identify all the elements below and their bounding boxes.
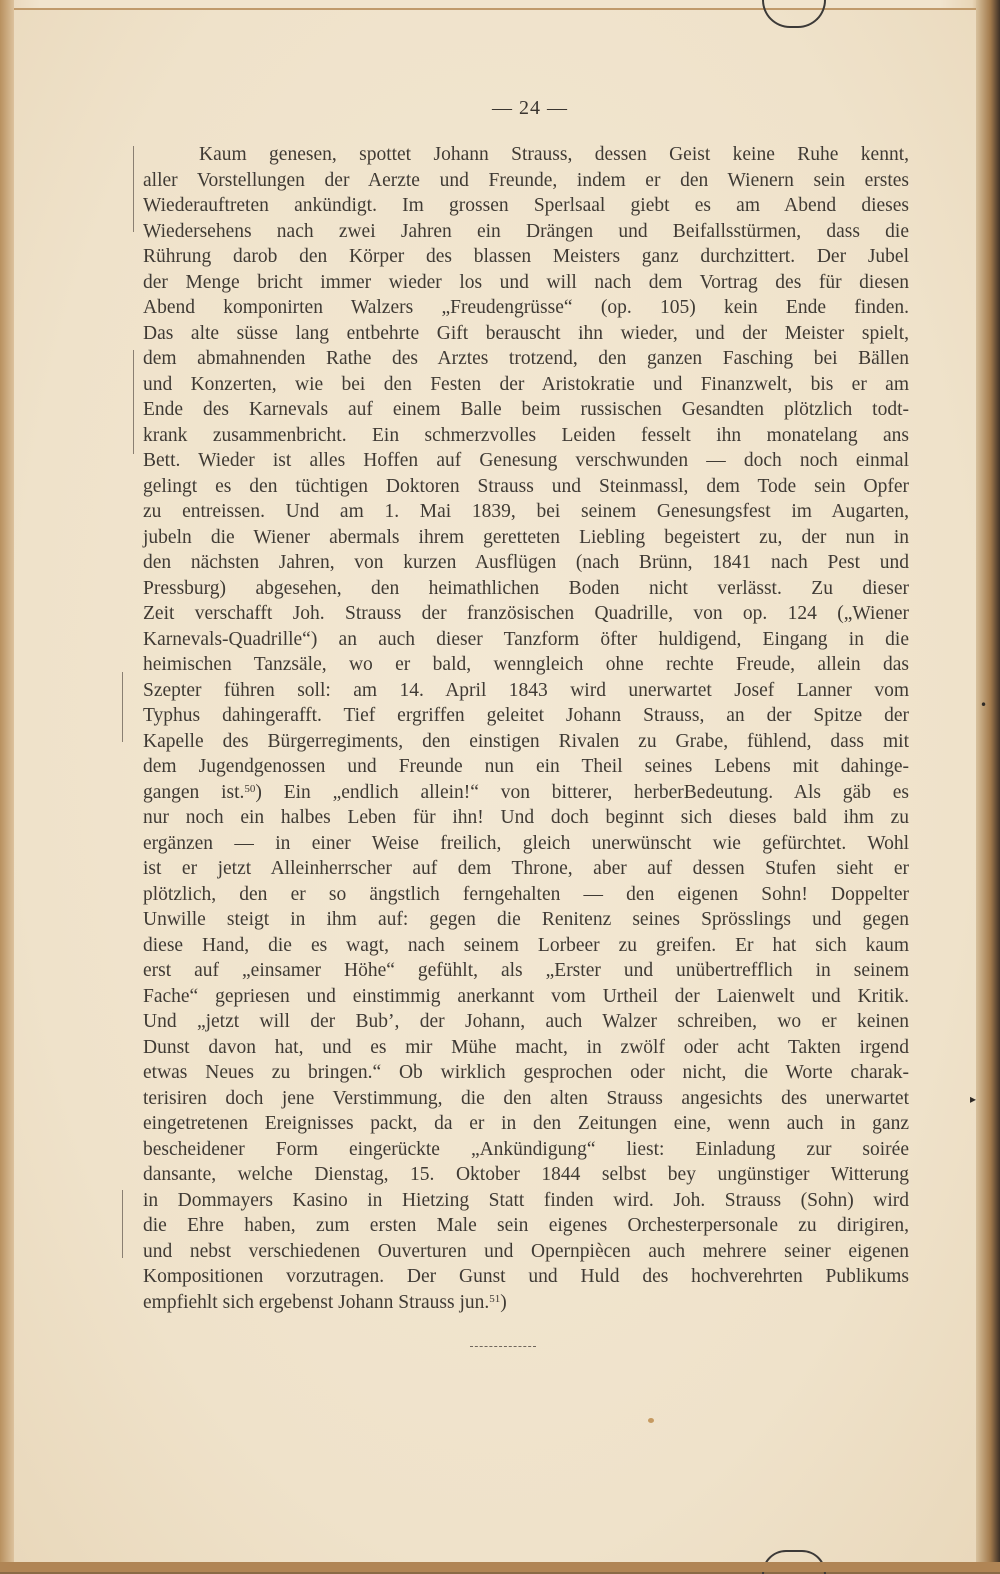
margin-pencil-mark <box>133 350 134 454</box>
text-line: Wiedersehens nach zwei Jahren ein Drängen und Beifallsstürmen, dass die <box>143 220 909 242</box>
footnote-marker: 51 <box>489 1292 501 1305</box>
text-line: dansante, welche Dienstag, 15. Oktober 1844 selbst bey ungünstiger Witterung <box>143 1164 909 1185</box>
text-line: bescheidener Form eingerückte „Ankündigung“ liest: Einladung zur soirée <box>143 1138 909 1160</box>
text-line: Wiederauftreten ankündigt. Im grossen Sperlsaal giebt es am Abend dieses <box>143 195 909 216</box>
margin-pencil-mark <box>133 146 134 232</box>
text-line: Unwille steigt in ihm auf: gegen die Renitenz seines Sprösslings und gegen <box>143 909 909 930</box>
margin-arrow-icon: ▸ <box>970 1092 977 1106</box>
text-line: Rührung darob den Körper des blassen Meisters ganz durchzittert. Der Jubel <box>143 246 909 267</box>
text-line: der Menge bricht immer wieder los und will nach dem Vortrag des für diesen <box>143 271 909 293</box>
text-line: nur noch ein halbes Leben für ihn! Und doch beginnt sich dieses bald ihm zu <box>143 807 909 828</box>
text-line: Typhus dahingerafft. Tief ergriffen geleitet Johann Strauss, an der Spitze der <box>143 705 909 726</box>
text-line: erst auf „einsamer Höhe“ gefühlt, als „Erster und unübertrefflich in seinem <box>143 960 909 981</box>
text-line-rest: ) Ein „endlich allein!“ von bitterer, herberBedeutung. Als gäb es <box>255 781 909 803</box>
text-line: Bett. Wieder ist alles Hoffen auf Genesung verschwunden — doch noch einmal <box>143 450 909 471</box>
text-line: krank zusammenbricht. Ein schmerzvolles Leiden fesselt ihn monatelang ans <box>143 424 909 446</box>
page-bottom-edge <box>0 1562 1000 1572</box>
text-line: dem Jugendgenossen und Freunde nun ein Theil seines Lebens mit dahinge- <box>143 756 909 777</box>
text-line: Fache“ gepriesen und einstimmig anerkannt vom Urtheil der Laienwelt und Kritik. <box>143 985 909 1007</box>
body-text <box>143 142 909 1315</box>
text-line: und nebst verschiedenen Ouverturen und Opernpiècen auch mehrere seiner eigenen <box>143 1240 909 1262</box>
text-line: die Ehre haben, zum ersten Male sein eigenes Orchesterpersonale zu dirigiren, <box>143 1215 909 1236</box>
footnote-marker: 50 <box>244 782 256 795</box>
text-line: Kompositionen vorzutragen. Der Gunst und Huld des hochverehrten Publikums <box>143 1266 909 1287</box>
text-line: Zeit verschafft Joh. Strauss der französischen Quadrille, von op. 124 („Wiener <box>143 603 909 624</box>
page-left-edge <box>0 0 14 1572</box>
margin-pencil-mark <box>122 1190 123 1258</box>
text-line: Abend komponirten Walzers „Freudengrüsse“ (op. 105) kein Ende finden. <box>143 297 909 318</box>
text-line: plötzlich, den er so ängstlich ferngehalten — den eigenen Sohn! Doppelter <box>143 883 909 905</box>
text-line: etwas Neues zu bringen.“ Ob wirklich gesprochen oder nicht, die Worte charak- <box>143 1062 909 1083</box>
text-line: Dunst davon hat, und es mir Mühe macht, in zwölf oder acht Takten irgend <box>143 1036 909 1058</box>
paper-stain <box>648 1418 654 1423</box>
text-line: ist er jetzt Alleinherrscher auf dem Throne, aber auf dessen Stufen sieht er <box>143 858 909 879</box>
page-right-edge <box>976 0 1000 1572</box>
text-line: eingetretenen Ereignisses packt, da er in den Zeitungen eine, wenn auch in ganz <box>143 1113 909 1134</box>
page-number: — 24 — <box>492 97 568 119</box>
text-line: diese Hand, die es wagt, nach seinem Lorbeer zu greifen. Er hat sich kaum <box>143 934 909 956</box>
margin-pencil-mark <box>122 672 123 742</box>
text-line: Das alte süsse lang entbehrte Gift berauscht ihn wieder, und der Meister spielt, <box>143 322 909 344</box>
text-line: ergänzen — in einer Weise freilich, gleich unerwünscht wie gefürchtet. Wohl <box>143 832 909 854</box>
text-line: Pressburg) abgesehen, den heimathlichen Boden nicht verlässt. Zu dieser <box>143 577 909 599</box>
text-line-with-footnote <box>143 1290 909 1316</box>
text-line: dem abmahnenden Rathe des Arztes trotzend, den ganzen Fasching bei Bällen <box>143 348 909 369</box>
text-line: terisiren doch jene Verstimmung, die den alten Strauss angesichts des unerwartet <box>143 1087 909 1109</box>
text-line: Karnevals-Quadrille“) an auch dieser Tanzform öfter huldigend, Eingang in die <box>143 628 909 650</box>
text-line: gelingt es den tüchtigen Doktoren Strauss und Steinmassl, dem Tode sein Opfer <box>143 475 909 497</box>
text-line: Und „jetzt will der Bub’, der Johann, auch Walzer schreiben, wo er keinen <box>143 1011 909 1032</box>
text-line-rest: ) <box>500 1291 507 1313</box>
section-end-rule <box>470 1346 536 1347</box>
text-line: Kapelle des Bürgerregiments, den einstigen Rivalen zu Grabe, fühlend, dass mit <box>143 730 909 752</box>
text-line: in Dommayers Kasino in Hietzing Statt finden wird. Joh. Strauss (Sohn) wird <box>143 1189 909 1211</box>
text-line: Kaum genesen, spottet Johann Strauss, dessen Geist keine Ruhe kennt, <box>199 144 909 165</box>
text-line: den nächsten Jahren, von kurzen Ausflügen (nach Brünn, 1841 nach Pest und <box>143 552 909 573</box>
text-line: Szepter führen soll: am 14. April 1843 wird unerwartet Josef Lanner vom <box>143 679 909 701</box>
text-line-start: gangen ist. <box>143 781 245 803</box>
text-line-start: empfiehlt sich ergebenst Johann Strauss jun. <box>143 1291 490 1313</box>
text-line: jubeln die Wiener abermals ihrem geretteten Liebling begeistert zu, der nun in <box>143 526 909 548</box>
text-line: heimischen Tanzsäle, wo er bald, wenngleich ohne rechte Freude, allein das <box>143 654 909 675</box>
text-line: zu entreissen. Und am 1. Mai 1839, bei seinem Genesungsfest im Augarten, <box>143 501 909 522</box>
text-line-with-footnote <box>143 780 909 806</box>
margin-dot-icon: • <box>980 698 988 712</box>
text-line: und Konzerten, wie bei den Festen der Aristokratie und Finanzwelt, bis er am <box>143 373 909 395</box>
text-line: aller Vorstellungen der Aerzte und Freunde, indem er den Wienern sein erstes <box>143 169 909 191</box>
text-line: Ende des Karnevals auf einem Balle beim russischen Gesandten plötzlich todt- <box>143 399 909 420</box>
